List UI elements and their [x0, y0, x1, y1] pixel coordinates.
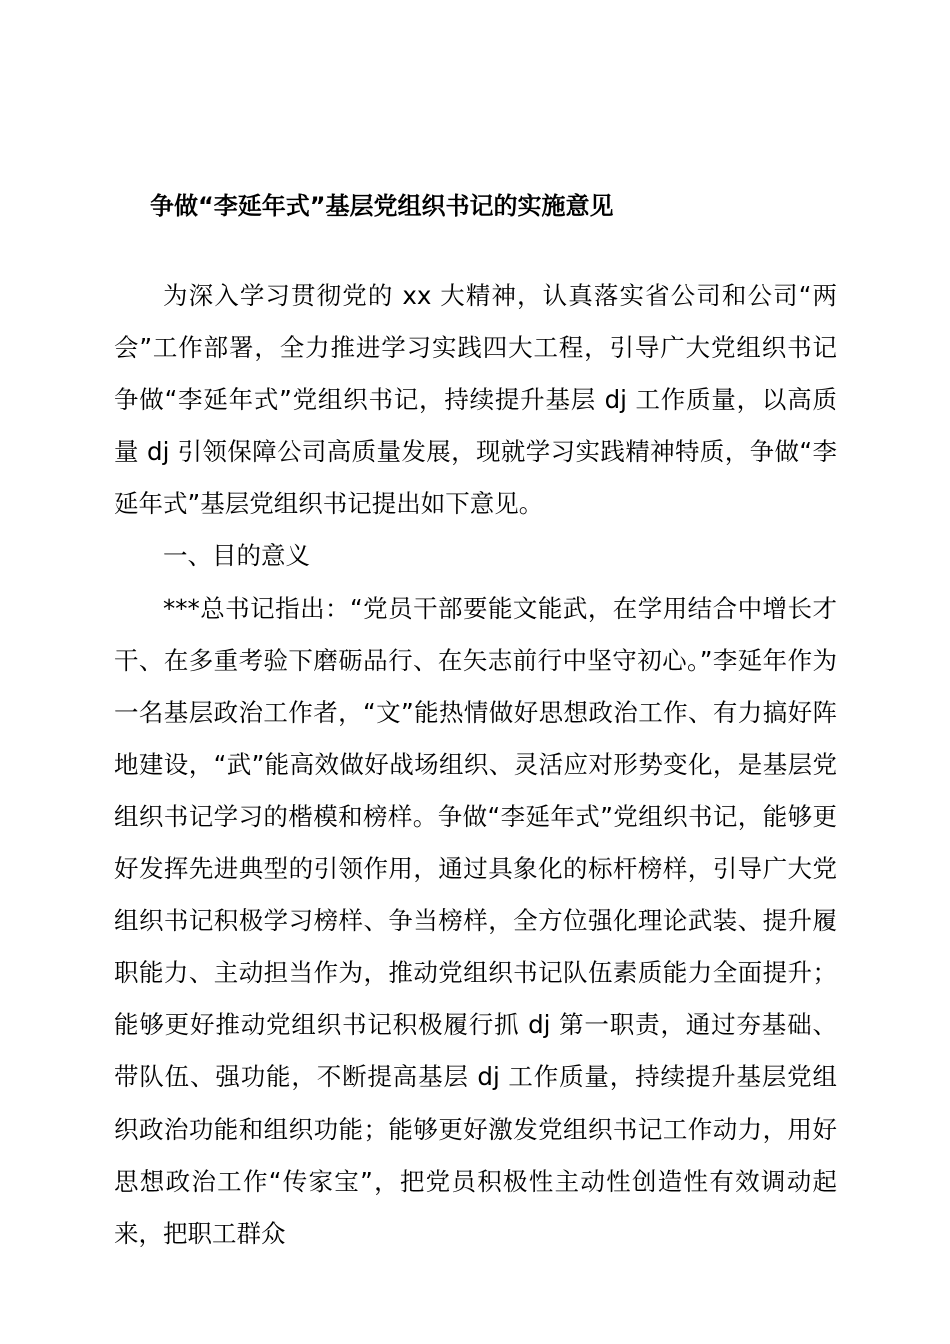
document-body	[114, 270, 837, 1260]
document-title: 争做“李延年式”基层党组织书记的实施意见	[150, 192, 614, 220]
intro-paragraph: 为深入学习贯彻党的 xx 大精神，认真落实省公司和公司“两会”工作部署，全力推进学习实践四大工程，引导广大党组织书记争做“李延年式”党组织书记，持续提升基层 dj 工作质量，以高质量 dj 引领保障公司高质量发展，现就学习实践精神特质，争做“李延年式”基层党组织书记提出如下意见。	[114, 281, 837, 519]
section-heading: 一、目的意义	[163, 541, 310, 571]
purpose-paragraph: ***总书记指出：“党员干部要能文能武，在学用结合中增长才干、在多重考验下磨砺品行、在矢志前行中坚守初心。”李延年作为一名基层政治工作者，“文”能热情做好思想政治工作、有力搞好阵地建设，“武”能高效做好战场组织、灵活应对形势变化，是基层党组织书记学习的楷模和榜样。争做“李延年式”党组织书记，能够更好发挥先进典型的引领作用，通过具象化的标杆榜样，引导广大党组织书记积极学习榜样、争当榜样，全方位强化理论武装、提升履职能力、主动担当作为，推动党组织书记队伍素质能力全面提升；能够更好推动党组织书记积极履行抓 dj 第一职责，通过夯基础、带队伍、强功能，不断提高基层 dj 工作质量，持续提升基层党组织政治功能和组织功能；能够更好激发党组织书记工作动力，用好思想政治工作“传家宝”，把党员积极性主动性创造性有效调动起来，把职工群众	[114, 593, 837, 1248]
